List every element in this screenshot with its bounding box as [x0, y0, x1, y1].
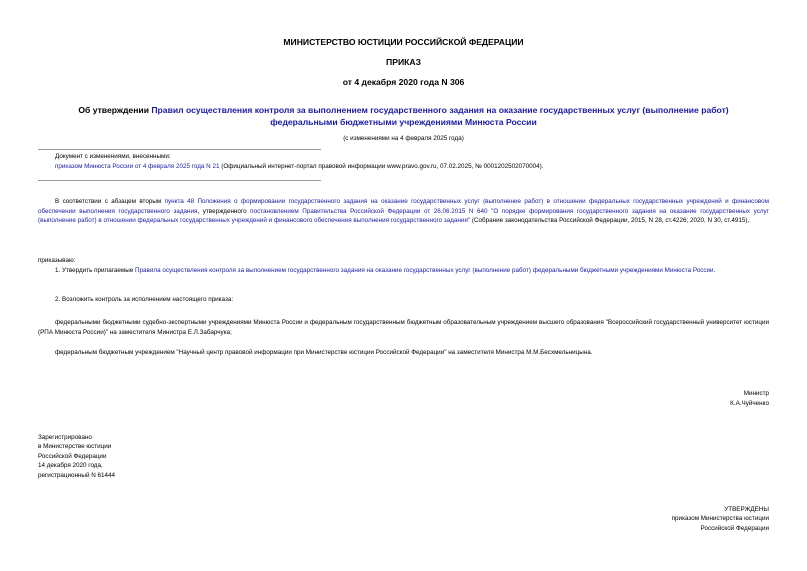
- date-number-heading: от 4 декабря 2020 года N 306: [342, 77, 465, 87]
- registration-line: Российской Федерации: [38, 452, 107, 460]
- approved-line: УТВЕРЖДЕНЫ: [724, 506, 769, 513]
- registration-line: 14 декабря 2020 года,: [38, 462, 103, 470]
- changes-suffix: (Официальный интернет-портал правовой информации www.pravo.gov.ru, 07.02.2025, № 0001202502070004).: [219, 163, 544, 170]
- doc-type-heading: ПРИКАЗ: [386, 57, 421, 67]
- preamble-text-1: В соответствии с абзацем вторым: [55, 198, 165, 205]
- changes-top-rule: [38, 149, 321, 150]
- preamble-link-2[interactable]: постановлением Правительства Российской Федерации от 26.06.2015 N 640 "О порядке формирования государственного задания на оказание государственных услуг (выполнение работ) в отношении федеральных государственных учреждений и финансового обеспечения выполнения государственного задания": [38, 207, 769, 225]
- preamble-paragraph: [38, 197, 769, 226]
- registration-line: в Министерстве юстиции: [38, 443, 112, 451]
- order-word: приказываю:: [38, 257, 76, 264]
- changes-entry: [55, 162, 775, 171]
- title-prefix: Об утверждении: [78, 105, 152, 115]
- changes-link[interactable]: приказом Минюста России от 4 февраля 2025 года N 21: [55, 163, 220, 170]
- ministry-heading: МИНИСТЕРСТВО ЮСТИЦИИ РОССИЙСКОЙ ФЕДЕРАЦИИ: [283, 37, 524, 47]
- registration-block: [38, 433, 238, 480]
- item-2-paragraph: 2. Возложить контроль за исполнением настоящего приказа:: [55, 296, 234, 303]
- title-link-line2[interactable]: федеральными бюджетными учреждениями Минюста России: [270, 117, 537, 127]
- revision-note: (с изменениями на 4 февраля 2025 года): [343, 135, 464, 142]
- document-title: [40, 104, 767, 128]
- item-1-end: .: [713, 267, 716, 274]
- changes-label: Документ с изменениями, внесенными:: [55, 153, 171, 160]
- item-2a-paragraph: федеральными бюджетными судебно-экспертными учреждениями Минюста России и федеральным государственным бюджетным образовательным учреждением высшего образования "Всероссийский государственный университет юстиции (РПА Минюста России)" на заместителя Министра Е.Л.Забарчука;: [38, 319, 769, 336]
- changes-bottom-rule: [38, 180, 321, 181]
- approved-block: [569, 505, 769, 533]
- title-link[interactable]: Правил осуществления контроля за выполнением государственного задания на оказание государственных услуг (выполнение работ): [151, 105, 729, 115]
- signature-position: Министр: [743, 390, 769, 397]
- item-1-paragraph: [38, 266, 769, 276]
- preamble-text-3: (Собрание законодательства Российской Федерации, 2015, N 28, ст.4226; 2020, N 30, ст.4915),: [470, 217, 750, 225]
- item-1-text: 1. Утвердить прилагаемые: [55, 267, 135, 274]
- approved-line: приказом Министерства юстиции: [671, 515, 769, 523]
- item-2b-paragraph: федеральным бюджетным учреждением "Научный центр правовой информации при Министерстве юстиции Российской Федерации" на заместителя Министра М.М.Бесхмельницына.: [55, 349, 593, 356]
- signature-name: К.А.Чуйченко: [730, 400, 769, 407]
- registration-line: Зарегистрировано: [38, 434, 92, 441]
- item-1-link[interactable]: Правила осуществления контроля за выполнением государственного задания на оказание государственных услуг (выполнение работ) федеральными бюджетными учреждениями Минюста России: [135, 267, 714, 274]
- preamble-link-1[interactable]: пункта 48 Положения о формировании государственного задания на оказание государственных услуг (выполнение работ) в отношении федеральных государственных учреждений и финансовом обеспечении выполнения государственного задания: [38, 198, 769, 215]
- preamble-text-2: , утвержденного: [197, 207, 251, 215]
- approved-line: Российской Федерации: [700, 524, 769, 532]
- registration-line: регистрационный N 61444: [38, 471, 116, 479]
